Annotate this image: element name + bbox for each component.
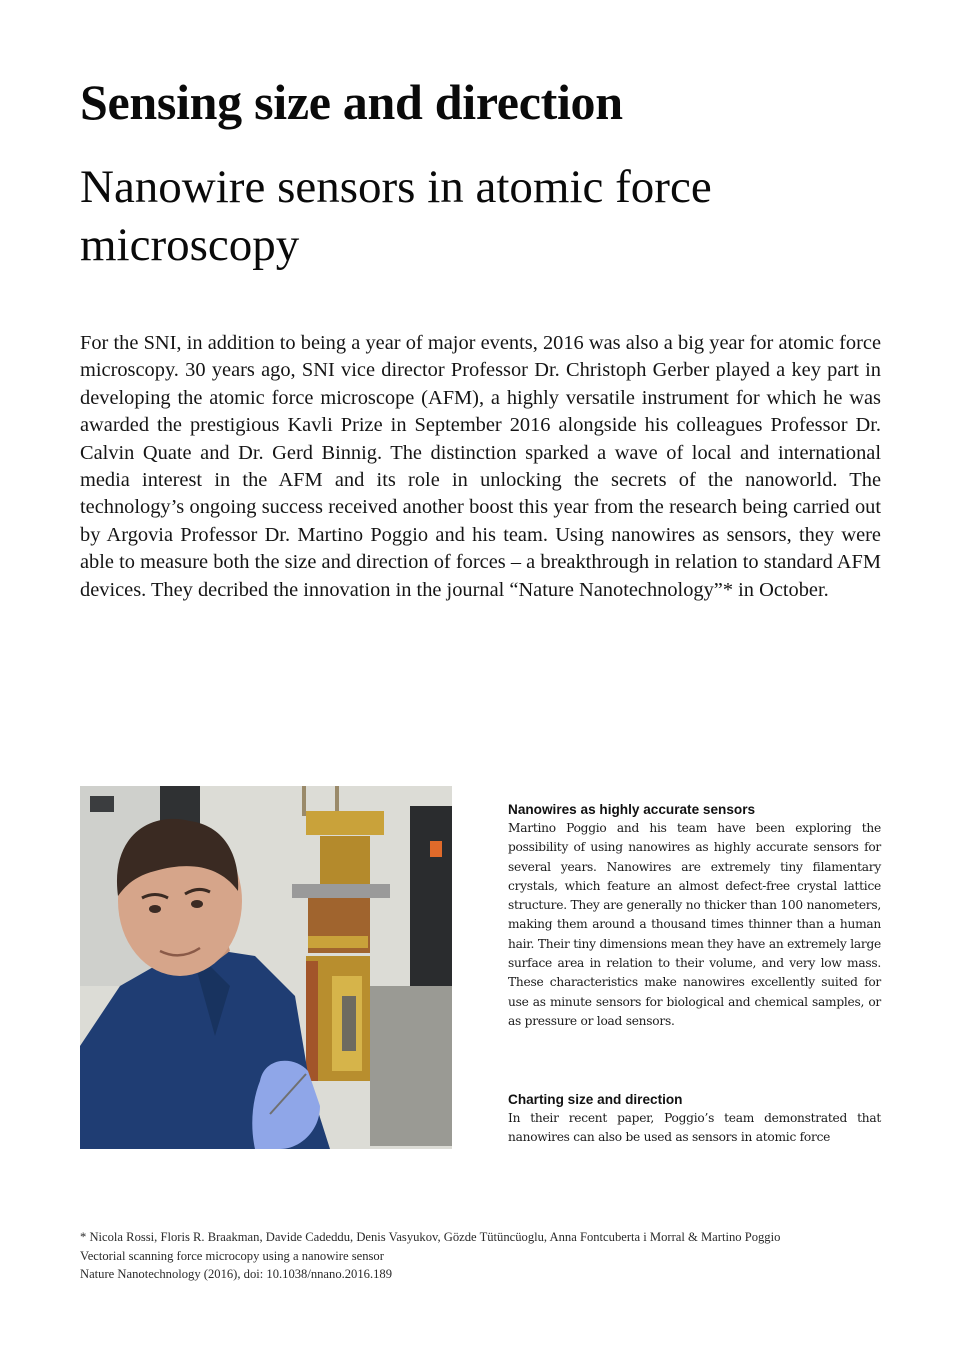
footnote-paper-title: Vectorial scanning force microcopy using a nanowire sensor <box>80 1248 384 1263</box>
footnote-authors: * Nicola Rossi, Floris R. Braakman, Davide Cadeddu, Denis Vasyukov, Gözde Tütüncüoglu, Anna Fontcuberta i Morral & Martino Poggio <box>80 1230 781 1244</box>
footnote-citation: Nature Nanotechnology (2016), doi: 10.1038/nnano.2016.189 <box>80 1267 392 1282</box>
section-body: In their recent paper, Poggio’s team demonstrated that nanowires can also be used as sensors in atomic force <box>508 1111 881 1145</box>
page-subtitle: Nanowire sensors in atomic force microscopy <box>80 161 712 271</box>
footnote <box>80 1228 890 1284</box>
section-heading: Charting size and direction <box>508 1092 683 1107</box>
section-charting-size <box>508 1090 881 1148</box>
section-nanowires-sensors <box>508 800 881 1031</box>
lead-paragraph: For the SNI, in addition to being a year of major events, 2016 was also a big year for atomic force microscopy. 30 years ago, SNI vice director Professor Dr. Christoph Gerber played a key part in developing the atomic force microscope (AFM), a highly versatile instrument for which he was awarded the prestigious Kavli Prize in September 2016 alongside his colleagues Professor Dr. Calvin Quate and Dr. Gerd Binnig. The distinction sparked a wave of local and international media interest in the AFM and its role in unlocking the secrets of the nanoworld. The technology’s ongoing success received another boost this year from the research being carried out by Argovia Professor Dr. Martino Poggio and his team. Using nanowires as sensors, they were able to measure both the size and direction of forces – a breakthrough in relation to standard AFM devices. They decribed the innovation in the journal “Nature Nanotechnology”* in October. <box>80 332 881 601</box>
page-title: Sensing size and direction <box>80 74 623 130</box>
researcher-photo <box>80 786 452 1149</box>
photo-illustration <box>80 786 452 1149</box>
section-body: Martino Poggio and his team have been exploring the possibility of using nanowires as highly accurate sensors for several years. Nanowires are extremely tiny filamentary crystals, which feature an almost defect-free crystal lattice structure. They are generally no thicker than 100 nanometers, making them around a thousand times thinner than a human hair. Their tiny dimensions mean they have an extremely large surface area in relation to their volume, and very low mass. These characteristics make nanowires excellently suited for use as minute sensors for biological and chemical samples, or as pressure or load sensors. <box>508 821 881 1028</box>
section-heading: Nanowires as highly accurate sensors <box>508 802 756 817</box>
